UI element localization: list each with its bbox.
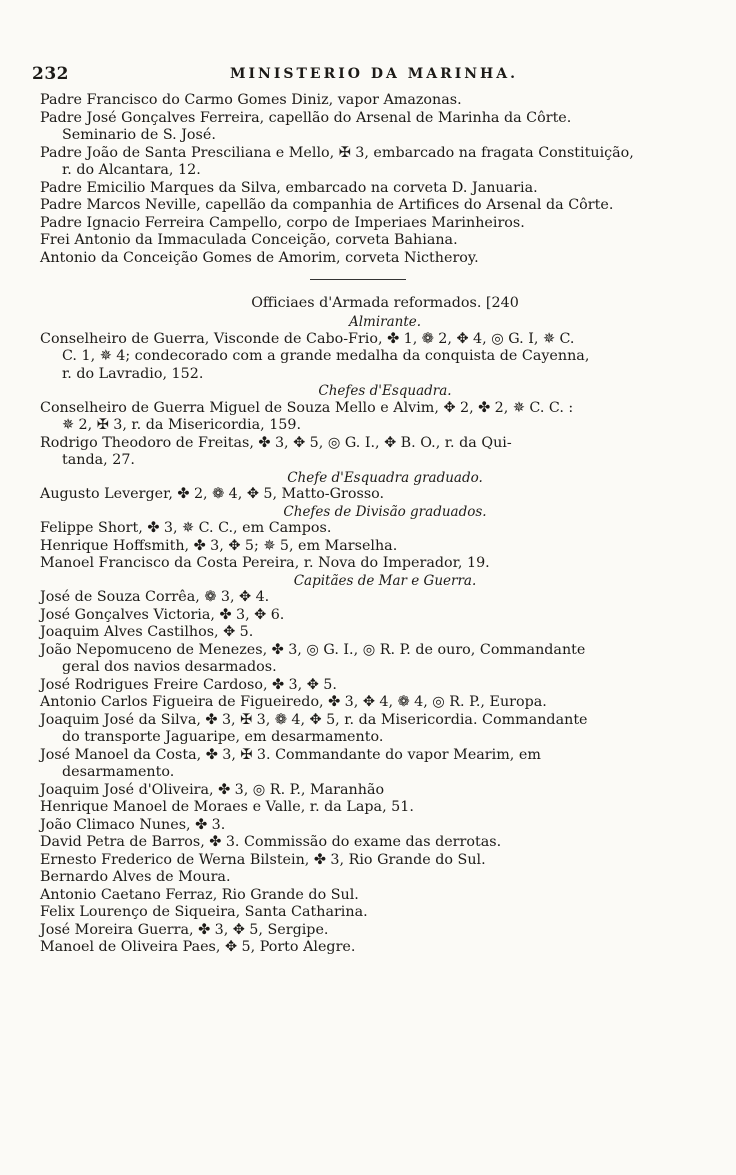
list-entry xyxy=(40,694,690,712)
list-entry xyxy=(40,607,690,625)
entry-continuation: C. 1, ✵ 4; condecorado com a grande medalha da conquista de Cayenna, xyxy=(62,348,590,364)
list-entry xyxy=(40,180,690,198)
rank-heading: Chefes d'Esquadra. xyxy=(318,383,452,399)
rank-heading: Capitães de Mar e Guerra. xyxy=(293,572,477,589)
entry-line: Henrique Hoffsmith, ✤ 3, ✥ 5; ✵ 5, em Marselha. xyxy=(40,537,398,554)
entry-line: Manoel de Oliveira Paes, ✥ 5, Porto Alegre. xyxy=(40,939,356,955)
rank-heading: Almirante. xyxy=(348,314,422,330)
entry-line: David Petra de Barros, ✤ 3. Commissão do exame das derrotas. xyxy=(40,834,502,850)
page-body xyxy=(40,92,690,957)
entry-line: Padre José Gonçalves Ferreira, capellão do Arsenal de Marinha da Côrte. xyxy=(40,109,572,126)
entry-line: Augusto Leverger, ✤ 2, ❁ 4, ✥ 5, Matto-Grosso. xyxy=(40,486,385,502)
list-entry xyxy=(40,331,690,384)
entry-continuation: desarmamento. xyxy=(62,764,175,780)
list-entry xyxy=(40,520,690,538)
entry-line: Felippe Short, ✤ 3, ✵ C. C., em Campos. xyxy=(40,520,332,536)
entry-continuation: ✵ 2, ✠ 3, r. da Misericordia, 159. xyxy=(62,417,302,433)
entry-line: Padre Ignacio Ferreira Campello, corpo de Imperiaes Marinheiros. xyxy=(40,214,525,231)
list-entry xyxy=(40,939,690,957)
entry-line: Bernardo Alves de Moura. xyxy=(40,869,231,885)
entry-continuation: Seminario de S. José. xyxy=(62,127,216,143)
list-entry xyxy=(40,642,690,677)
entry-line: Padre Marcos Neville, capellão da companhia de Artifices do Arsenal da Côrte. xyxy=(40,197,614,213)
entry-line: José Rodrigues Freire Cardoso, ✤ 3, ✥ 5. xyxy=(40,676,337,693)
page-header xyxy=(32,64,692,88)
list-entry xyxy=(40,110,690,145)
entry-continuation: r. do Lavradio, 152. xyxy=(62,365,204,382)
entry-line: José Moreira Guerra, ✤ 3, ✥ 5, Sergipe. xyxy=(40,921,329,938)
list-entry xyxy=(40,677,690,695)
page-number: 232 xyxy=(32,64,69,84)
entry-line: José Gonçalves Victoria, ✤ 3, ✥ 6. xyxy=(40,606,285,623)
list-entry xyxy=(40,555,690,573)
section-title: Officiaes d'Armada reformados. [240 xyxy=(251,295,519,311)
list-entry xyxy=(40,834,690,852)
section-divider xyxy=(310,279,406,280)
entry-continuation: tanda, 27. xyxy=(62,452,135,468)
list-entry xyxy=(40,486,690,504)
list-entry xyxy=(40,92,690,110)
officer-groups xyxy=(40,314,690,957)
entry-line: João Nepomuceno de Menezes, ✤ 3, ◎ G. I., ◎ R. P. de ouro, Commandante xyxy=(40,641,586,658)
entry-line: Henrique Manoel de Moraes e Valle, r. da Lapa, 51. xyxy=(40,799,414,815)
list-entry xyxy=(40,799,690,817)
list-entry xyxy=(40,922,690,940)
list-entry xyxy=(40,250,690,268)
list-entry xyxy=(40,400,690,435)
entry-line: Antonio Caetano Ferraz, Rio Grande do Sul. xyxy=(40,886,359,903)
rank-heading: Chefes de Divisão graduados. xyxy=(283,503,487,520)
clergy-list xyxy=(40,92,690,267)
list-entry xyxy=(40,817,690,835)
entry-line: Antonio Carlos Figueira de Figueiredo, ✤ 3, ✥ 4, ❁ 4, ◎ R. P., Europa. xyxy=(40,694,547,710)
list-entry xyxy=(40,232,690,250)
rank-heading: Chefe d'Esquadra graduado. xyxy=(287,469,483,486)
entry-line: José de Souza Corrêa, ❁ 3, ✥ 4. xyxy=(40,589,270,605)
list-entry xyxy=(40,435,690,470)
entry-continuation: r. do Alcantara, 12. xyxy=(62,162,201,178)
entry-line: Joaquim Alves Castilhos, ✥ 5. xyxy=(40,624,254,640)
entry-continuation: do transporte Jaguaripe, em desarmamento. xyxy=(62,729,384,745)
entry-line: Joaquim José da Silva, ✤ 3, ✠ 3, ❁ 4, ✥ 5, r. da Misericordia. Commandante xyxy=(40,711,588,728)
list-entry xyxy=(40,624,690,642)
list-entry xyxy=(40,538,690,556)
list-entry xyxy=(40,869,690,887)
entry-line: Joaquim José d'Oliveira, ✤ 3, ◎ R. P., Maranhão xyxy=(40,781,385,798)
list-entry xyxy=(40,589,690,607)
list-entry xyxy=(40,782,690,800)
list-entry xyxy=(40,197,690,215)
entry-line: Rodrigo Theodoro de Freitas, ✤ 3, ✥ 5, ◎ G. I., ✥ B. O., r. da Qui- xyxy=(40,434,512,451)
list-entry xyxy=(40,887,690,905)
list-entry xyxy=(40,712,690,747)
entry-line: Felix Lourenço de Siqueira, Santa Catharina. xyxy=(40,904,368,920)
entry-line: Manoel Francisco da Costa Pereira, r. Nova do Imperador, 19. xyxy=(40,555,490,571)
list-entry xyxy=(40,145,690,180)
list-entry xyxy=(40,215,690,233)
list-entry xyxy=(40,852,690,870)
entry-line: Padre Francisco do Carmo Gomes Diniz, vapor Amazonas. xyxy=(40,92,462,108)
entry-line: Padre Emicilio Marques da Silva, embarcado na corveta D. Januaria. xyxy=(40,179,538,196)
list-entry xyxy=(40,904,690,922)
entry-line: Padre João de Santa Presciliana e Mello, ✠ 3, embarcado na fragata Constituição, xyxy=(40,144,634,161)
entry-line: Ernesto Frederico de Werna Bilstein, ✤ 3, Rio Grande do Sul. xyxy=(40,851,486,868)
entry-line: João Climaco Nunes, ✤ 3. xyxy=(40,816,226,833)
entry-line: Frei Antonio da Immaculada Conceição, corveta Bahiana. xyxy=(40,232,458,248)
entry-line: Conselheiro de Guerra, Visconde de Cabo-Frio, ✤ 1, ❁ 2, ✥ 4, ◎ G. I, ✵ C. xyxy=(40,330,575,347)
entry-continuation: geral dos navios desarmados. xyxy=(62,659,277,675)
entry-line: Conselheiro de Guerra Miguel de Souza Mello e Alvim, ✥ 2, ✤ 2, ✵ C. C. : xyxy=(40,399,574,416)
list-entry xyxy=(40,747,690,782)
entry-line: Antonio da Conceição Gomes de Amorim, corveta Nictheroy. xyxy=(40,249,479,266)
running-head: MINISTERIO DA MARINHA. xyxy=(230,66,519,82)
entry-line: José Manoel da Costa, ✤ 3, ✠ 3. Commandante do vapor Mearim, em xyxy=(40,746,541,763)
